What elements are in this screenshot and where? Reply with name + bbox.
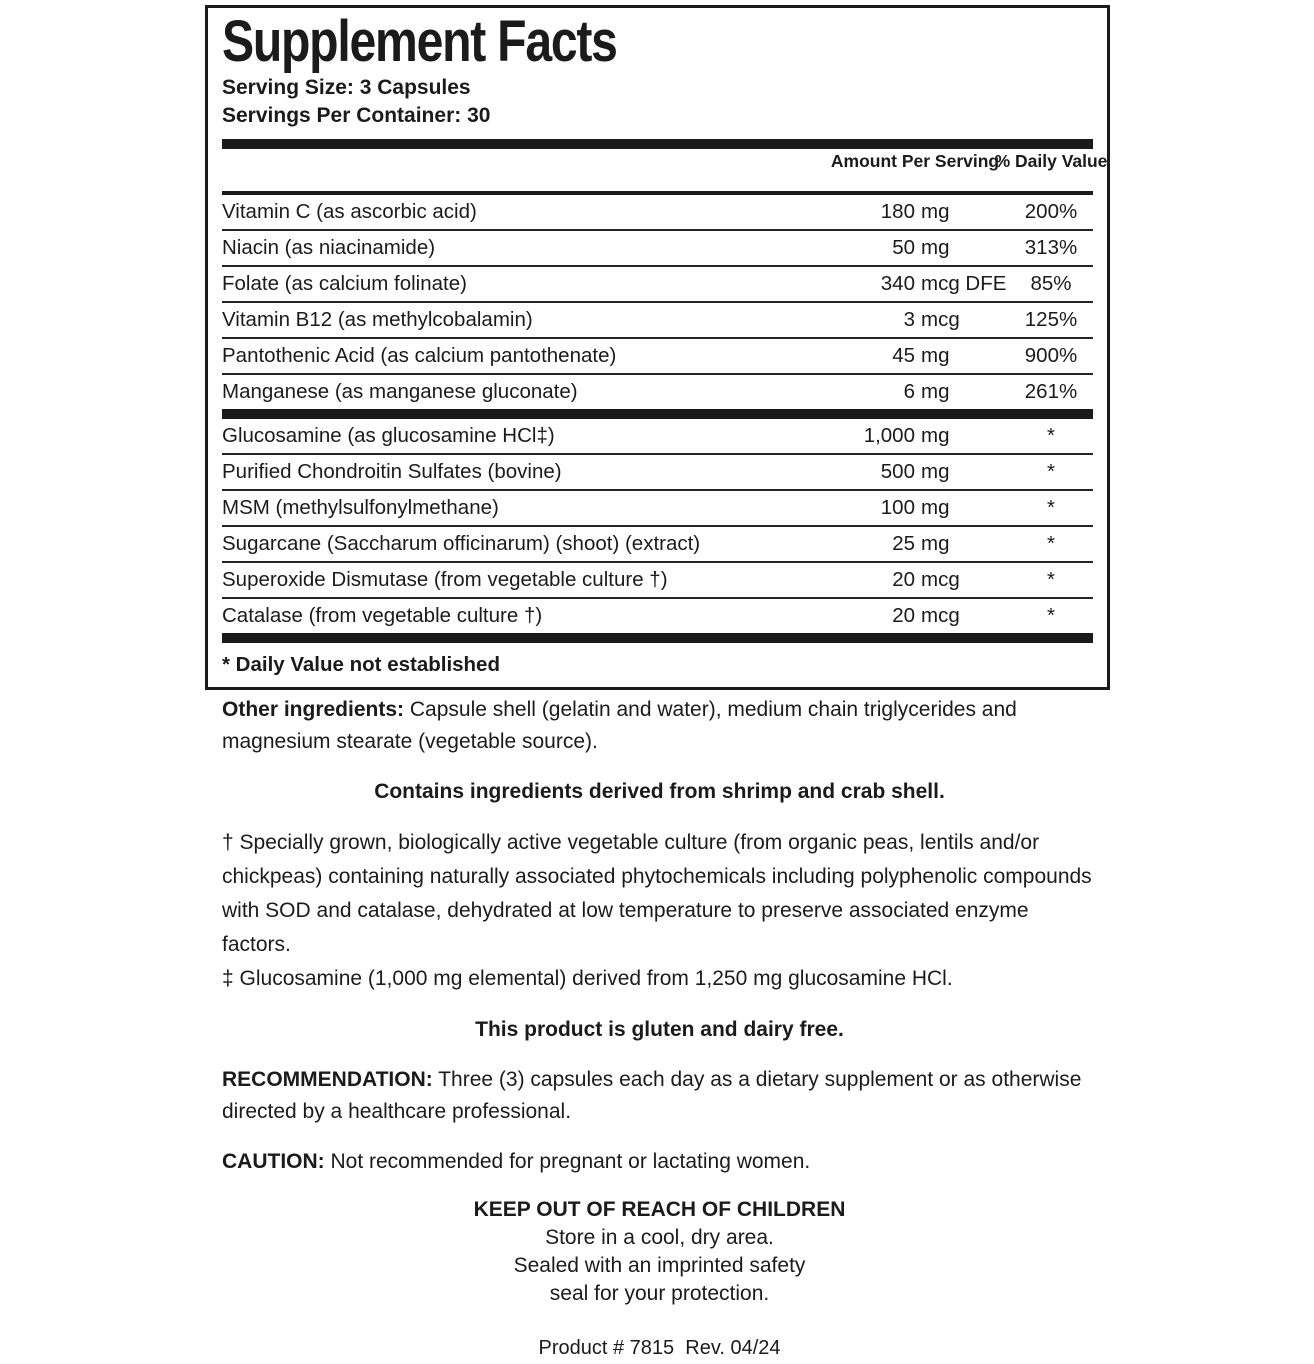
ingredient-amount: 1,000 mg	[863, 424, 950, 447]
ingredient-name: Niacin (as niacinamide)	[222, 236, 436, 259]
storage-line: seal for your protection.	[549, 1282, 770, 1305]
double-dagger-note: ‡ Glucosamine (1,000 mg elemental) derived from 1,250 mg glucosamine HCl.	[222, 967, 953, 990]
daily-value: *	[1047, 568, 1055, 591]
ingredient-name: Vitamin C (as ascorbic acid)	[222, 200, 477, 223]
ingredient-amount: 100 mg	[880, 496, 950, 519]
recommendation-label: RECOMMENDATION:	[222, 1068, 433, 1091]
table-row	[222, 455, 1093, 491]
table-row	[222, 267, 1093, 303]
table-row	[222, 563, 1093, 599]
daily-value: *	[1047, 424, 1055, 447]
table-row	[222, 527, 1093, 563]
column-header-amount: Amount Per Serving	[830, 151, 1000, 171]
table-row	[222, 339, 1093, 375]
daily-value: 85%	[1030, 272, 1072, 295]
ingredient-name: Folate (as calcium folinate)	[222, 272, 467, 295]
panel-title: Supplement Facts	[222, 9, 617, 74]
ingredient-name: Sugarcane (Saccharum officinarum) (shoot) (extract)	[222, 532, 701, 555]
ingredient-amount: 20 mcg	[892, 568, 960, 591]
serving-size: Serving Size: 3 Capsules	[222, 76, 471, 99]
table-row	[222, 419, 1093, 455]
ingredient-name: MSM (methylsulfonylmethane)	[222, 496, 499, 519]
footnote-paragraph	[222, 826, 1097, 996]
servings-per-container: Servings Per Container: 30	[222, 104, 491, 127]
daily-value: *	[1047, 604, 1055, 627]
allergen-note: Contains ingredients derived from shrimp and crab shell.	[374, 780, 945, 803]
divider-bar	[222, 409, 1093, 419]
daily-value: *	[1047, 460, 1055, 483]
table-row	[222, 375, 1093, 409]
product-number: Product # 7815 Rev. 04/24	[538, 1337, 781, 1359]
table-row	[222, 303, 1093, 339]
caution	[222, 1146, 1097, 1178]
daily-value: 900%	[1024, 344, 1078, 367]
ingredient-name: Purified Chondroitin Sulfates (bovine)	[222, 460, 562, 483]
table-row	[222, 491, 1093, 527]
storage-line: Sealed with an imprinted safety	[513, 1254, 806, 1277]
other-ingredients-label: Other ingredients:	[222, 698, 405, 721]
divider-bar	[222, 139, 1093, 149]
ingredient-amount: 180 mg	[880, 200, 950, 223]
dagger-note: † Specially grown, biologically active vegetable culture (from organic peas, lentils and/or chickpeas) containing naturally associated phytochemicals including polyphenolic compounds with SOD and catalase, dehydrated at low temperature to preserve associated enzyme factors.	[222, 831, 1092, 956]
ingredient-name: Pantothenic Acid (as calcium pantothenate)	[222, 344, 617, 367]
label-text-area	[222, 694, 1097, 1364]
daily-value: 313%	[1024, 236, 1078, 259]
ingredient-amount: 500 mg	[880, 460, 950, 483]
ingredient-name: Vitamin B12 (as methylcobalamin)	[222, 308, 533, 331]
other-ingredients-text: Capsule shell (gelatin and water), medium chain triglycerides and magnesium stearate (vegetable source).	[222, 698, 1017, 753]
gluten-dairy-note: This product is gluten and dairy free.	[475, 1018, 844, 1041]
storage-line: Store in a cool, dry area.	[545, 1226, 774, 1249]
table-row	[222, 231, 1093, 267]
ingredient-amount: 6 mg	[903, 380, 950, 403]
column-header-daily-value: % Daily Value	[994, 151, 1108, 171]
recommendation-text: Three (3) capsules each day as a dietary supplement or as otherwise directed by a healthcare professional.	[222, 1068, 1082, 1123]
table-row	[222, 195, 1093, 231]
ingredient-name: Catalase (from vegetable culture †)	[222, 604, 543, 627]
divider-bar	[222, 633, 1093, 643]
ingredient-amount: 3 mcg	[903, 308, 960, 331]
ingredient-amount: 45 mg	[892, 344, 950, 367]
ingredient-amount: 340 mcg DFE	[880, 272, 1007, 295]
ingredient-amount: 25 mg	[892, 532, 950, 555]
keep-out-block	[222, 1196, 1097, 1308]
ingredient-name: Superoxide Dismutase (from vegetable culture †)	[222, 568, 668, 591]
caution-label: CAUTION:	[222, 1150, 325, 1173]
table-header	[222, 149, 1108, 191]
ingredient-name: Glucosamine (as glucosamine HCl‡)	[222, 424, 555, 447]
ingredient-name: Manganese (as manganese gluconate)	[222, 380, 578, 403]
supplement-facts-panel	[205, 5, 1110, 690]
daily-value: 200%	[1024, 200, 1078, 223]
daily-value: *	[1047, 532, 1055, 555]
daily-value: 125%	[1024, 308, 1078, 331]
other-ingredients	[222, 694, 1097, 758]
daily-value: *	[1047, 496, 1055, 519]
keep-out-heading: KEEP OUT OF REACH OF CHILDREN	[473, 1198, 846, 1221]
recommendation	[222, 1064, 1097, 1128]
caution-text: Not recommended for pregnant or lactating women.	[324, 1150, 811, 1173]
table-row	[222, 599, 1093, 633]
daily-value-footnote: * Daily Value not established	[222, 653, 500, 676]
daily-value: 261%	[1024, 380, 1078, 403]
ingredient-amount: 20 mcg	[892, 604, 960, 627]
ingredient-amount: 50 mg	[892, 236, 950, 259]
